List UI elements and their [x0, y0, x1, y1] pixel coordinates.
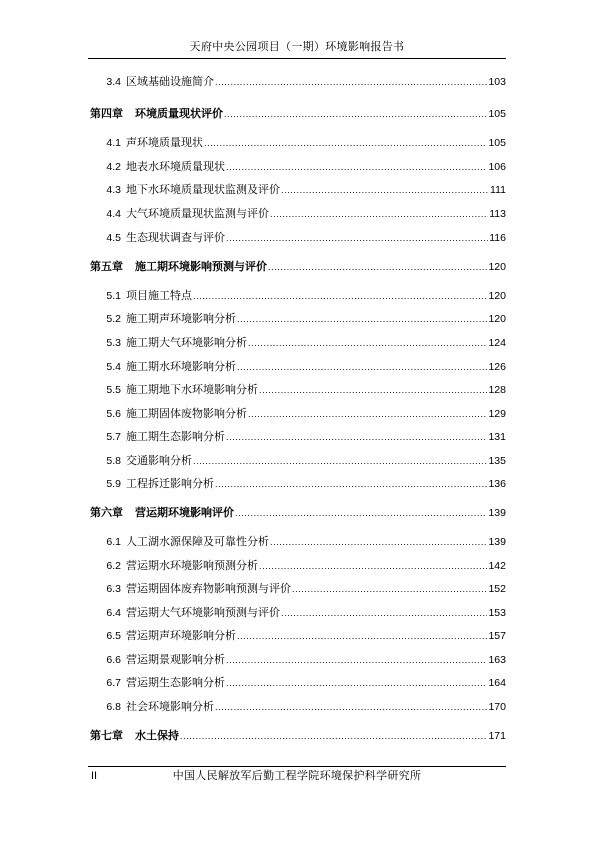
toc-page-number: 163 [488, 654, 506, 666]
toc-section-number: 3.4 [106, 76, 121, 88]
toc-entry-title: 环境质量现状评价 [135, 107, 223, 120]
toc-dot-leader [226, 230, 488, 246]
toc-section-number: 4.4 [106, 208, 121, 220]
toc-section-number: 4.3 [106, 184, 121, 196]
toc-dot-leader [248, 335, 487, 351]
toc-entry-title: 营运期大气环境影响预测与评价 [126, 606, 280, 619]
toc-page-number: 153 [488, 607, 506, 619]
toc-section-entry[interactable] [90, 135, 506, 151]
toc-dot-leader [281, 605, 487, 621]
toc-dot-leader [237, 628, 487, 644]
toc-page-number: 111 [490, 184, 506, 196]
toc-chapter-entry[interactable] [90, 106, 506, 122]
toc-dot-leader [180, 728, 487, 744]
toc-dot-leader [259, 558, 487, 574]
toc-entry-title: 施工期生态影响分析 [126, 430, 225, 443]
toc-dot-leader [226, 675, 487, 691]
toc-section-entry[interactable] [90, 628, 506, 644]
toc-dot-leader [224, 106, 487, 122]
toc-dot-leader [215, 476, 487, 492]
toc-page-number: 113 [489, 208, 506, 220]
toc-section-entry[interactable] [90, 359, 506, 375]
toc-section-number: 5.1 [106, 290, 121, 302]
toc-entry-title: 声环境质量现状 [126, 136, 203, 149]
toc-dot-leader [204, 135, 487, 151]
toc-entry-title: 施工期环境影响预测与评价 [135, 260, 267, 273]
toc-page-number: 105 [488, 108, 506, 120]
toc-entry-title: 施工期大气环境影响分析 [126, 336, 247, 349]
toc-section-number: 6.5 [106, 630, 121, 642]
toc-section-entry[interactable] [90, 558, 506, 574]
toc-entry-title: 营运期环境影响评价 [135, 506, 234, 519]
toc-section-entry[interactable] [90, 476, 506, 492]
toc-section-entry[interactable] [90, 382, 506, 398]
toc-page-number: 126 [488, 361, 506, 373]
toc-section-entry[interactable] [90, 406, 506, 422]
toc-section-number: 6.1 [106, 536, 121, 548]
toc-page-number: 171 [488, 730, 506, 742]
toc-page-number: 139 [488, 536, 506, 548]
toc-chapter-number: 第五章 [90, 260, 123, 273]
toc-section-number: 5.5 [106, 384, 121, 396]
toc-section-entry[interactable] [90, 581, 506, 597]
toc-chapter-number: 第六章 [90, 506, 123, 519]
toc-section-entry[interactable] [90, 206, 506, 222]
toc-section-number: 6.3 [106, 583, 121, 595]
toc-dot-leader [235, 505, 487, 521]
toc-page-number: 131 [488, 431, 506, 443]
toc-section-number: 5.8 [106, 455, 121, 467]
toc-section-entry[interactable] [90, 288, 506, 304]
toc-section-entry[interactable] [90, 74, 506, 90]
toc-section-number: 5.7 [106, 431, 121, 443]
toc-section-entry[interactable] [90, 699, 506, 715]
footer-rule [88, 766, 506, 767]
toc-page-number: 170 [488, 701, 506, 713]
toc-page-number: 120 [488, 261, 506, 273]
toc-page-number: 106 [488, 161, 506, 173]
toc-section-number: 5.3 [106, 337, 121, 349]
toc-entry-title: 社会环境影响分析 [126, 700, 214, 713]
header-rule [88, 58, 506, 59]
toc-page-number: 139 [488, 507, 506, 519]
toc-page-number: 120 [488, 290, 506, 302]
page-number: II [91, 770, 98, 782]
toc-entry-title: 生态现状调查与评价 [126, 231, 225, 244]
toc-dot-leader [193, 453, 487, 469]
footer-organization: 中国人民解放军后勤工程学院环境保护科学研究所 [172, 769, 422, 782]
toc-dot-leader [281, 182, 489, 198]
toc-entry-title: 交通影响分析 [126, 454, 192, 467]
toc-entry-title: 营运期水环境影响预测分析 [126, 559, 258, 572]
toc-dot-leader [268, 259, 487, 275]
toc-entry-title: 营运期生态影响分析 [126, 676, 225, 689]
toc-section-entry[interactable] [90, 652, 506, 668]
toc-section-number: 5.2 [106, 313, 121, 325]
toc-section-number: 6.2 [106, 560, 121, 572]
toc-entry-title: 营运期声环境影响分析 [126, 629, 236, 642]
toc-page-number: 164 [488, 677, 506, 689]
toc-dot-leader [193, 288, 487, 304]
toc-chapter-entry[interactable] [90, 505, 506, 521]
toc-entry-title: 人工湖水源保障及可靠性分析 [126, 535, 269, 548]
toc-dot-leader [292, 581, 487, 597]
toc-dot-leader [226, 159, 487, 175]
toc-section-number: 5.6 [106, 408, 121, 420]
toc-dot-leader [226, 429, 487, 445]
toc-dot-leader [237, 311, 487, 327]
toc-entry-title: 营运期景观影响分析 [126, 653, 225, 666]
running-header: 天府中央公园项目（一期）环境影响报告书 [189, 40, 405, 53]
toc-chapter-number: 第四章 [90, 107, 123, 120]
toc-section-number: 4.5 [106, 232, 121, 244]
toc-page-number: 142 [488, 560, 506, 572]
toc-chapter-entry[interactable] [90, 728, 506, 744]
toc-section-entry[interactable] [90, 335, 506, 351]
toc-entry-title: 营运期固体废弃物影响预测与评价 [126, 582, 291, 595]
toc-page-number: 103 [488, 76, 506, 88]
toc-section-entry[interactable] [90, 534, 506, 550]
toc-dot-leader [270, 534, 487, 550]
toc-dot-leader [237, 359, 487, 375]
toc-chapter-number: 第七章 [90, 729, 123, 742]
toc-dot-leader [215, 699, 487, 715]
toc-entry-title: 水土保持 [135, 729, 179, 742]
toc-entry-title: 施工期固体废物影响分析 [126, 407, 247, 420]
toc-section-number: 5.9 [106, 478, 121, 490]
toc-section-number: 6.4 [106, 607, 121, 619]
toc-section-number: 6.7 [106, 677, 121, 689]
toc-section-entry[interactable] [90, 453, 506, 469]
toc-section-entry[interactable] [90, 159, 506, 175]
toc-entry-title: 大气环境质量现状监测与评价 [126, 207, 269, 220]
toc-entry-title: 项目施工特点 [126, 289, 192, 302]
toc-entry-title: 施工期水环境影响分析 [126, 360, 236, 373]
toc-dot-leader [215, 74, 487, 90]
toc-section-entry[interactable] [90, 605, 506, 621]
toc-page-number: 152 [488, 583, 506, 595]
toc-entry-title: 地下水环境质量现状监测及评价 [126, 183, 280, 196]
toc-section-entry[interactable] [90, 311, 506, 327]
toc-page-number: 105 [488, 137, 506, 149]
toc-page-number: 128 [488, 384, 506, 396]
toc-section-entry[interactable] [90, 429, 506, 445]
toc-page-number: 157 [488, 630, 506, 642]
toc-page-number: 129 [488, 408, 506, 420]
toc-entry-title: 地表水环境质量现状 [126, 160, 225, 173]
toc-dot-leader [259, 382, 487, 398]
toc-section-number: 4.1 [106, 137, 121, 149]
toc-page-number: 120 [488, 313, 506, 325]
toc-section-number: 4.2 [106, 161, 121, 173]
toc-page-number: 124 [488, 337, 506, 349]
toc-page-number: 135 [488, 455, 506, 467]
toc-chapter-entry[interactable] [90, 259, 506, 275]
toc-section-number: 5.4 [106, 361, 121, 373]
toc-section-entry[interactable] [90, 230, 506, 246]
toc-section-entry[interactable] [90, 675, 506, 691]
toc-entry-title: 工程拆迁影响分析 [126, 477, 214, 490]
toc-dot-leader [226, 652, 487, 668]
toc-section-number: 6.8 [106, 701, 121, 713]
toc-dot-leader [270, 206, 488, 222]
toc-dot-leader [248, 406, 487, 422]
toc-page-number: 136 [488, 478, 506, 490]
toc-section-number: 6.6 [106, 654, 121, 666]
toc-entry-title: 施工期地下水环境影响分析 [126, 383, 258, 396]
toc-section-entry[interactable] [90, 182, 506, 198]
toc-page-number: 116 [489, 232, 506, 244]
toc-entry-title: 区域基础设施简介 [126, 75, 214, 88]
toc-entry-title: 施工期声环境影响分析 [126, 312, 236, 325]
